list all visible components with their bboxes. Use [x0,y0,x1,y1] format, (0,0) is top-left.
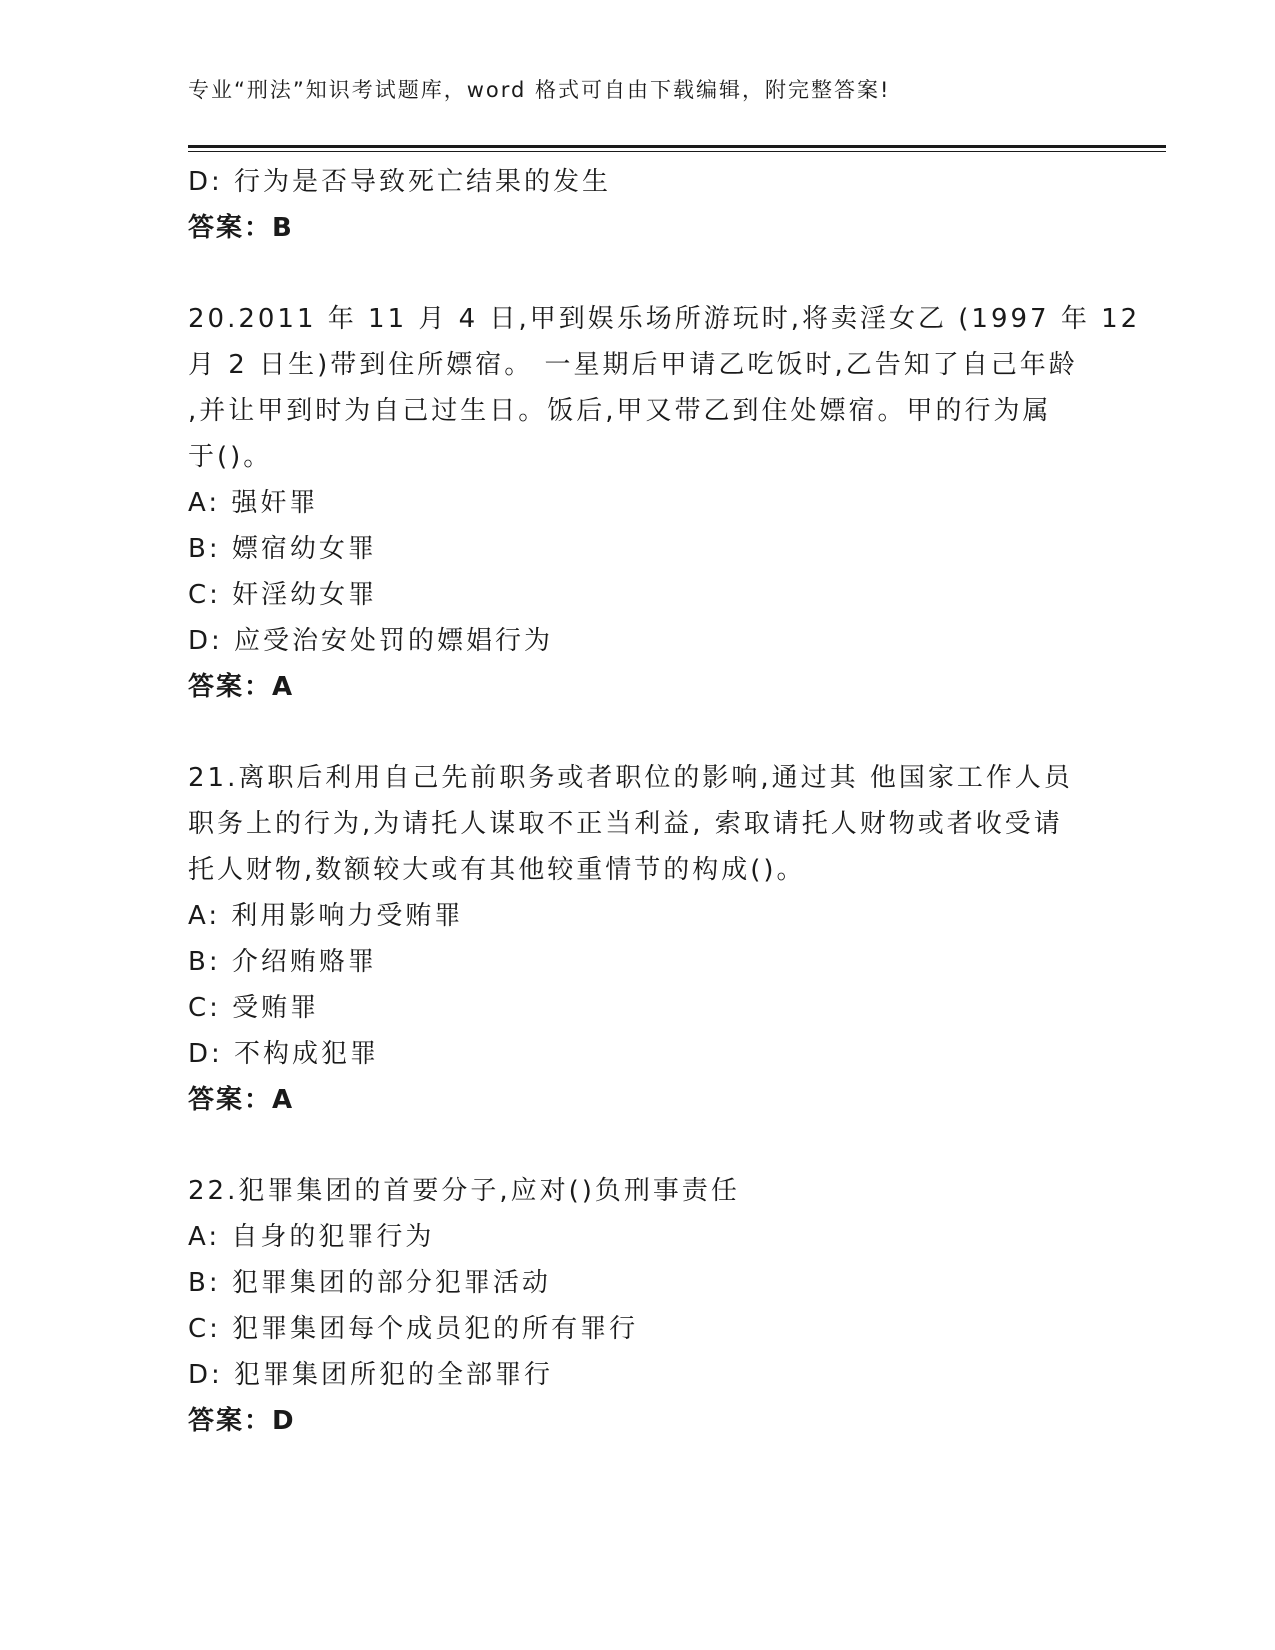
question-stem-line: 22.犯罪集团的首要分子,应对()负刑事责任 [188,1176,740,1206]
page-header: 专业“刑法”知识考试题库，word 格式可自由下载编辑，附完整答案! [188,78,891,102]
header-divider-thin [188,151,1166,152]
option-b: B: 犯罪集团的部分犯罪活动 [188,1268,551,1298]
option-d: D: 不构成犯罪 [188,1039,380,1069]
option-a: A: 利用影响力受贿罪 [188,901,464,931]
question-stem-line: 月 2 日生)带到住所嫖宿。 一星期后甲请乙吃饭时,乙告知了自己年龄 [188,350,1078,380]
question-22 [188,1168,1088,1444]
option-d: D: 行为是否导致死亡结果的发生 [188,167,612,197]
answer: 答案：D [188,1406,296,1436]
question-stem-line: 20.2011 年 11 月 4 日,甲到娱乐场所游玩时,将卖淫女乙 (1997 年 12 [188,304,1141,334]
question-21 [188,755,1088,1123]
answer: 答案：A [188,672,295,702]
question-stem-line: ,并让甲到时为自己过生日。饭后,甲又带乙到住处嫖宿。甲的行为属 [188,396,1052,426]
option-b: B: 嫖宿幼女罪 [188,534,377,564]
question-stem-line: 于()。 [188,442,273,472]
question-list [188,159,1141,1444]
option-c: C: 受贿罪 [188,993,320,1023]
question-20 [188,296,1141,710]
option-b: B: 介绍贿赂罪 [188,947,377,977]
option-d: D: 犯罪集团所犯的全部罪行 [188,1360,554,1390]
question-stem-line: 职务上的行为,为请托人谋取不正当利益, 索取请托人财物或者收受请 [188,809,1063,839]
header-divider-thick [188,145,1166,148]
option-c: C: 奸淫幼女罪 [188,580,378,610]
answer: 答案：A [188,1085,295,1115]
option-a: A: 自身的犯罪行为 [188,1222,435,1252]
answer: 答案：B [188,213,294,243]
question-stem-line: 托人财物,数额较大或有其他较重情节的构成()。 [188,855,806,885]
question-stem-line: 21.离职后利用自己先前职务或者职位的影响,通过其 他国家工作人员 [188,763,1073,793]
option-a: A: 强奸罪 [188,488,319,518]
option-c: C: 犯罪集团每个成员犯的所有罪行 [188,1314,639,1344]
option-d: D: 应受治安处罚的嫖娼行为 [188,626,554,656]
